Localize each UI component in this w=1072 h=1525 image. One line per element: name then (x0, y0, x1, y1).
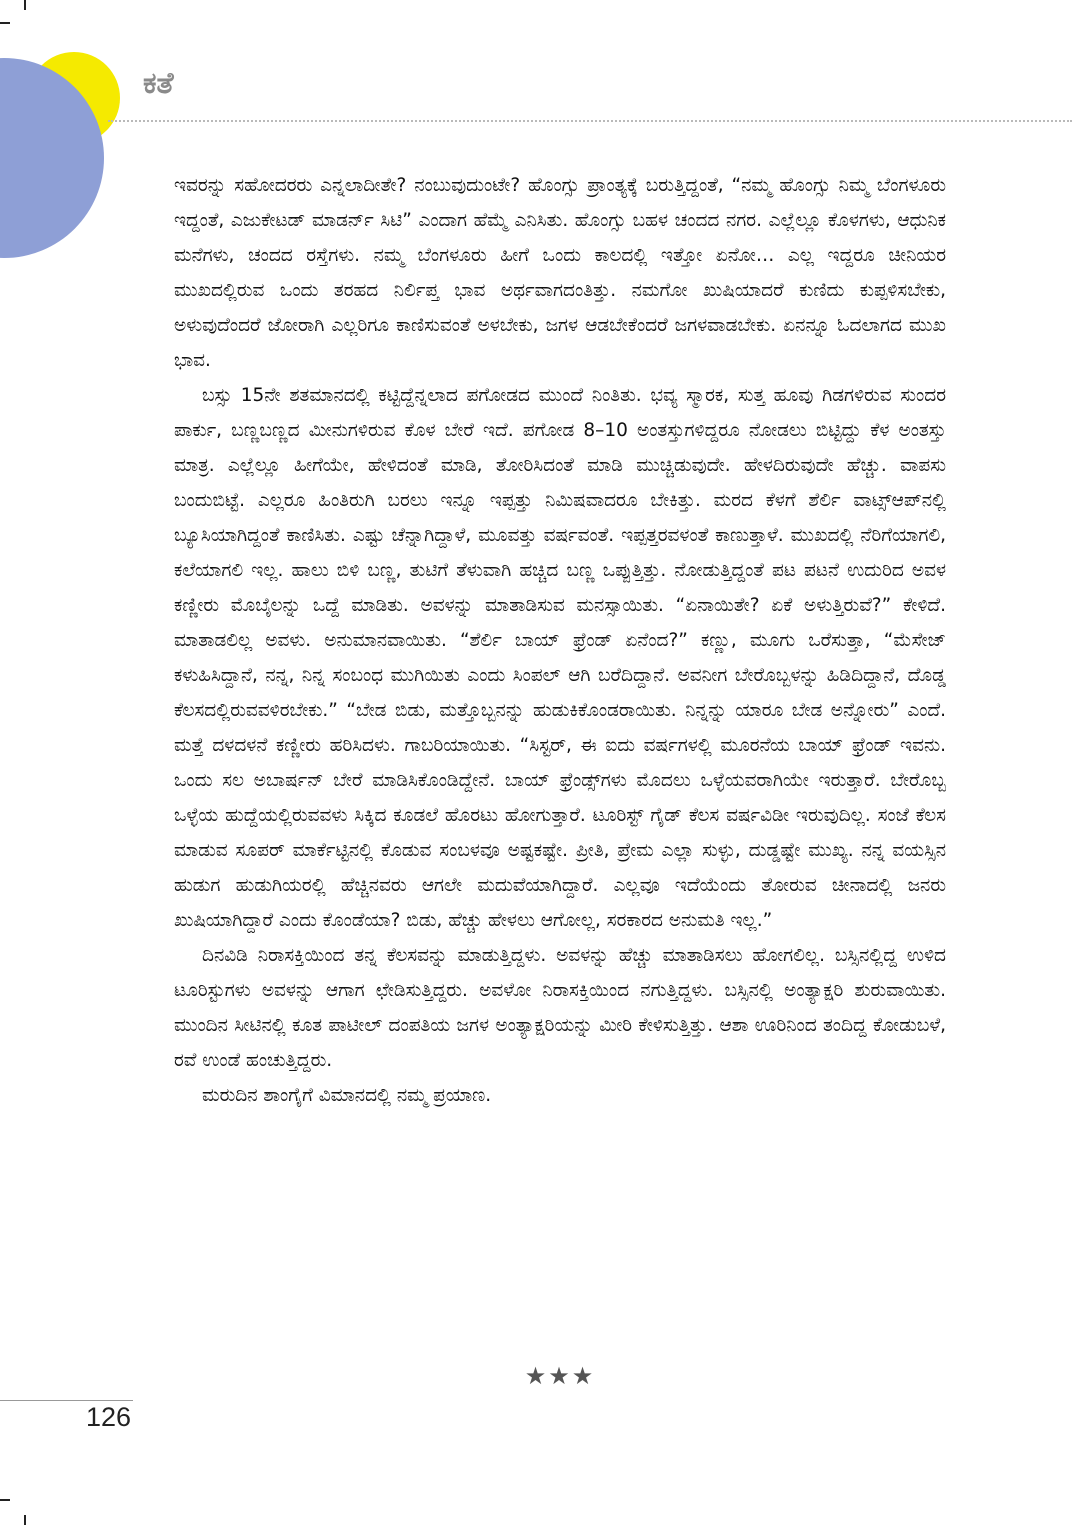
crop-mark-bottom-left (24, 1515, 26, 1525)
section-title: ಕತೆ (143, 66, 174, 101)
paragraph: ಬಸ್ಸು 15ನೇ ಶತಮಾನದಲ್ಲಿ ಕಟ್ಟಿದ್ದೆನ್ನಲಾದ ಪಗೋಡದ ಮುಂದೆ ನಿಂತಿತು. ಭವ್ಯ ಸ್ಮಾರಕ, ಸುತ್ತ ಹೂವು ಗಿಡಗಳಿರುವ ಸುಂದರ ಪಾರ್ಕು, ಬಣ್ಣಬಣ್ಣದ ಮೀನುಗಳಿರುವ ಕೊಳ ಬೇರೆ ಇದೆ. ಪಗೋಡ 8–10 ಅಂತಸ್ತುಗಳಿದ್ದರೂ ನೋಡಲು ಬಿಟ್ಟಿದ್ದು ಕೆಳ ಅಂತಸ್ತು ಮಾತ್ರ. ಎಲ್ಲೆಲ್ಲೂ ಹೀಗೆಯೇ, ಹೇಳಿದಂತೆ ಮಾಡಿ, ತೋರಿಸಿದಂತೆ ಮಾಡಿ ಮುಚ್ಚಿಡುವುದೇ. ಹೇಳದಿರುವುದೇ ಹೆಚ್ಚು. ವಾಪಸು ಬಂದುಬಿಟ್ಟೆ. ಎಲ್ಲರೂ ಹಿಂತಿರುಗಿ ಬರಲು ಇನ್ನೂ ಇಪ್ಪತ್ತು ನಿಮಿಷವಾದರೂ ಬೇಕಿತ್ತು. ಮರದ ಕೆಳಗೆ ಶೆರ್ಲಿ ವಾಟ್ಸ್‌ಆಪ್‌ನಲ್ಲಿ ಬ್ಯೂಸಿಯಾಗಿದ್ದಂತೆ ಕಾಣಿಸಿತು. ಎಷ್ಟು ಚೆನ್ನಾಗಿದ್ದಾಳೆ, ಮೂವತ್ತು ವರ್ಷವಂತೆ. ಇಪ್ಪತ್ತರವಳಂತೆ ಕಾಣುತ್ತಾಳೆ. ಮುಖದಲ್ಲಿ ನೆರಿಗೆಯಾಗಲಿ, ಕಲೆಯಾಗಲಿ ಇಲ್ಲ. ಹಾಲು ಬಿಳಿ ಬಣ್ಣ, ತುಟಿಗೆ ತೆಳುವಾಗಿ ಹಚ್ಚಿದ ಬಣ್ಣ ಒಪ್ಪುತ್ತಿತ್ತು. ನೋಡುತ್ತಿದ್ದಂತೆ ಪಟ ಪಟನೆ ಉದುರಿದ ಅವಳ ಕಣ್ಣೀರು ಮೊಬೈಲನ್ನು ಒದ್ದೆ ಮಾಡಿತು. ಅವಳನ್ನು ಮಾತಾಡಿಸುವ ಮನಸ್ಸಾಯಿತು. “ಏನಾಯಿತೇ? ಏಕೆ ಅಳುತ್ತಿರುವೆ?” ಕೇಳಿದೆ. ಮಾತಾಡಲಿಲ್ಲ ಅವಳು. ಅನುಮಾನವಾಯಿತು. “ಶೆರ್ಲಿ ಬಾಯ್ ಫ್ರೆಂಡ್ ಏನೆಂದ?” ಕಣ್ಣು, ಮೂಗು ಒರೆಸುತ್ತಾ, “ಮೆಸೇಜ್ ಕಳುಹಿಸಿದ್ದಾನೆ, ನನ್ನ, ನಿನ್ನ ಸಂಬಂಧ ಮುಗಿಯಿತು ಎಂದು ಸಿಂಪಲ್ ಆಗಿ ಬರೆದಿದ್ದಾನೆ. ಅವನೀಗ ಬೇರೊಬ್ಬಳನ್ನು ಹಿಡಿದಿದ್ದಾನೆ, ದೊಡ್ಡ ಕೆಲಸದಲ್ಲಿರುವವಳಿರಬೇಕು.” “ಬೇಡ ಬಿಡು, ಮತ್ತೊಬ್ಬನನ್ನು ಹುಡುಕಿಕೊಂಡರಾಯಿತು. ನಿನ್ನನ್ನು ಯಾರೂ ಬೇಡ ಅನ್ನೋರು” ಎಂದೆ. ಮತ್ತೆ ದಳದಳನೆ ಕಣ್ಣೀರು ಹರಿಸಿದಳು. ಗಾಬರಿಯಾಯಿತು. “ಸಿಸ್ಟರ್, ಈ ಐದು ವರ್ಷಗಳಲ್ಲಿ ಮೂರನೆಯ ಬಾಯ್ ಫ್ರೆಂಡ್ ಇವನು. ಒಂದು ಸಲ ಅಬಾರ್ಷನ್ ಬೇರೆ ಮಾಡಿಸಿಕೊಂಡಿದ್ದೇನೆ. ಬಾಯ್ ಫ್ರೆಂಡ್ಸ್‌ಗಳು ಮೊದಲು ಒಳ್ಳೆಯವರಾಗಿಯೇ ಇರುತ್ತಾರೆ. ಬೇರೊಬ್ಬ ಒಳ್ಳೆಯ ಹುದ್ದೆಯಲ್ಲಿರುವವಳು ಸಿಕ್ಕಿದ ಕೂಡಲೆ ಹೊರಟು ಹೋಗುತ್ತಾರೆ. ಟೂರಿಸ್ಟ್ ಗೈಡ್ ಕೆಲಸ ವರ್ಷವಿಡೀ ಇರುವುದಿಲ್ಲ. ಸಂಜೆ ಕೆಲಸ ಮಾಡುವ ಸೂಪರ್ ಮಾರ್ಕೆಟ್ಟಿನಲ್ಲಿ ಕೊಡುವ ಸಂಬಳವೂ ಅಷ್ಟಕಷ್ಟೇ. ಪ್ರೀತಿ, ಪ್ರೇಮ ಎಲ್ಲಾ ಸುಳ್ಳು, ದುಡ್ಡಷ್ಟೇ ಮುಖ್ಯ. ನನ್ನ ವಯಸ್ಸಿನ ಹುಡುಗ ಹುಡುಗಿಯರಲ್ಲಿ ಹೆಚ್ಚಿನವರು ಆಗಲೇ ಮದುವೆಯಾಗಿದ್ದಾರೆ. ಎಲ್ಲವೂ ಇದೆಯೆಂದು ತೋರುವ ಚೀನಾದಲ್ಲಿ ಜನರು ಖುಷಿಯಾಗಿದ್ದಾರೆ ಎಂದು ಕೊಂಡೆಯಾ? ಬಿಡು, ಹೆಚ್ಚು ಹೇಳಲು ಆಗೋಲ್ಲ, ಸರಕಾರದ ಅನುಮತಿ ಇಲ್ಲ.” (174, 385, 946, 931)
footer-rule (0, 1400, 133, 1401)
header-dotted-rule (108, 120, 1072, 122)
crop-mark-left-upper (0, 22, 10, 24)
crop-mark-left-lower (0, 1499, 10, 1501)
crop-mark-top-left (24, 0, 26, 10)
paragraph: ಇವರನ್ನು ಸಹೋದರರು ಎನ್ನಲಾದೀತೇ? ನಂಬುವುದುಂಟೇ? ಹೊಂಗ್ಸು ಪ್ರಾಂತ್ಯಕ್ಕೆ ಬರುತ್ತಿದ್ದಂತೆ, “ನಮ್ಮ ಹೊಂಗ್ಸು ನಿಮ್ಮ ಬೆಂಗಳೂರು ಇದ್ದಂತೆ, ಎಜುಕೇಟಡ್ ಮಾಡರ್ನ್ ಸಿಟಿ” ಎಂದಾಗ ಹೆಮ್ಮೆ ಎನಿಸಿತು. ಹೊಂಗ್ಸು ಬಹಳ ಚಂದದ ನಗರ. ಎಲ್ಲೆಲ್ಲೂ ಕೊಳಗಳು, ಆಧುನಿಕ ಮನೆಗಳು, ಚಂದದ ರಸ್ತೆಗಳು. ನಮ್ಮ ಬೆಂಗಳೂರು ಹೀಗೆ ಒಂದು ಕಾಲದಲ್ಲಿ ಇತ್ತೋ ಏನೋ… ಎಲ್ಲ ಇದ್ದರೂ ಚೀನಿಯರ ಮುಖದಲ್ಲಿರುವ ಒಂದು ತರಹದ ನಿರ್ಲಿಪ್ತ ಭಾವ ಅರ್ಥವಾಗದಂತಿತ್ತು. ನಮಗೋ ಖುಷಿಯಾದರೆ ಕುಣಿದು ಕುಪ್ಪಳಿಸಬೇಕು, ಅಳುವುದೆಂದರೆ ಜೋರಾಗಿ ಎಲ್ಲರಿಗೂ ಕಾಣಿಸುವಂತೆ ಅಳಬೇಕು, ಜಗಳ ಆಡಬೇಕೆಂದರೆ ಜಗಳವಾಡಬೇಕು. ಏನನ್ನೂ ಓದಲಾಗದ ಮುಖ ಭಾವ. (174, 175, 946, 371)
section-end-stars: ★★★ (524, 1362, 596, 1390)
paragraph: ದಿನವಿಡಿ ನಿರಾಸಕ್ತಿಯಿಂದ ತನ್ನ ಕೆಲಸವನ್ನು ಮಾಡುತ್ತಿದ್ದಳು. ಅವಳನ್ನು ಹೆಚ್ಚು ಮಾತಾಡಿಸಲು ಹೋಗಲಿಲ್ಲ. ಬಸ್ಸಿನಲ್ಲಿದ್ದ ಉಳಿದ ಟೂರಿಸ್ಟುಗಳು ಅವಳನ್ನು ಆಗಾಗ ಛೇಡಿಸುತ್ತಿದ್ದರು. ಅವಳೋ ನಿರಾಸಕ್ತಿಯಿಂದ ನಗುತ್ತಿದ್ದಳು. ಬಸ್ಸಿನಲ್ಲಿ ಅಂತ್ಯಾಕ್ಷರಿ ಶುರುವಾಯಿತು. ಮುಂದಿನ ಸೀಟಿನಲ್ಲಿ ಕೂತ ಪಾಟೀಲ್ ದಂಪತಿಯ ಜಗಳ ಅಂತ್ಯಾಕ್ಷರಿಯನ್ನು ಮೀರಿ ಕೇಳಿಸುತ್ತಿತ್ತು. ಆಶಾ ಊರಿನಿಂದ ತಂದಿದ್ದ ಕೋಡುಬಳೆ, ರವೆ ಉಂಡೆ ಹಂಚುತ್ತಿದ್ದರು. (174, 945, 946, 1071)
page-number: 126 (86, 1402, 132, 1432)
story-body (174, 168, 946, 1113)
paragraph: ಮರುದಿನ ಶಾಂಗೈಗೆ ವಿಮಾನದಲ್ಲಿ ನಮ್ಮ ಪ್ರಯಾಣ. (202, 1085, 492, 1106)
